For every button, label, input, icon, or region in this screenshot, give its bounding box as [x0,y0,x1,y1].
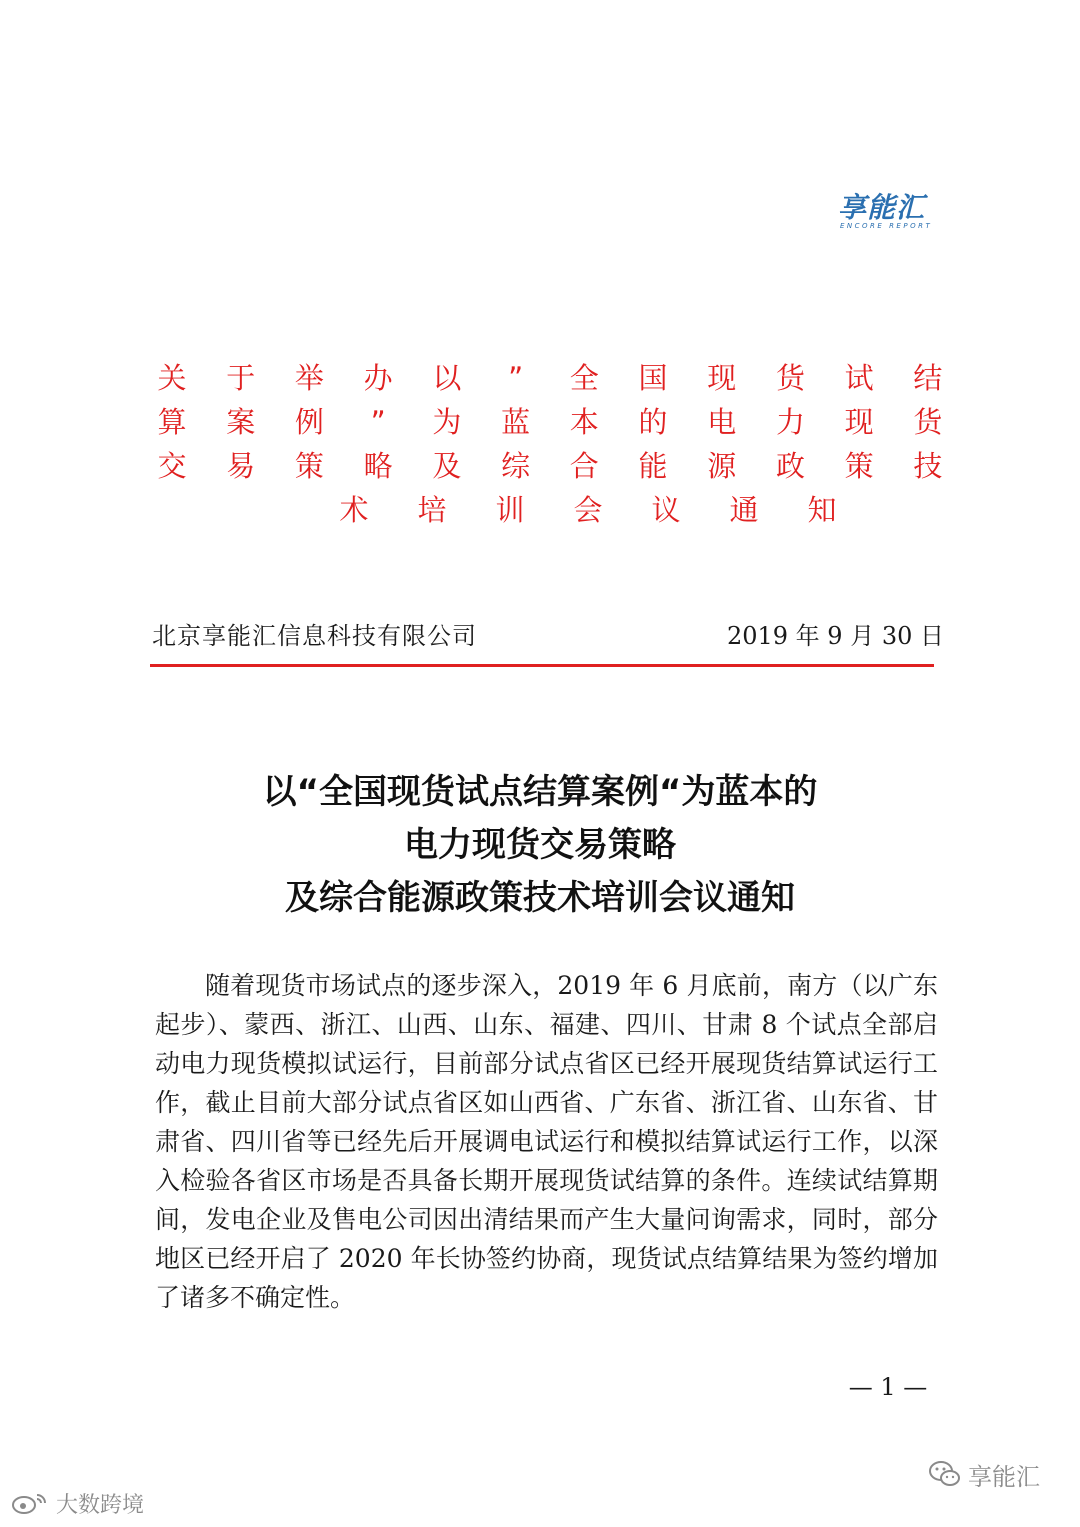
red-heading-line-3 [150,444,950,488]
red-heading-char: 电 [707,405,737,439]
red-heading-char: 政 [775,449,805,483]
red-heading-char: 会 [573,493,603,527]
weibo-icon [10,1491,50,1515]
red-heading-char: ” [508,361,524,395]
title-line-3: 及综合能源政策技术培训会议通知 [285,878,795,918]
red-heading-char: 现 [707,361,737,395]
red-heading-char: 现 [844,405,874,439]
red-heading-char: 略 [363,449,393,483]
red-heading-char: 为 [432,405,462,439]
red-heading-char: 议 [651,493,681,527]
red-heading-char: 策 [294,449,324,483]
red-heading-char: 关 [157,361,187,395]
red-heading-char: 训 [495,493,525,527]
red-heading-char: 及 [432,449,462,483]
red-heading-char: 交 [157,449,187,483]
wechat-icon [928,1459,962,1489]
red-heading-char: 本 [569,405,599,439]
red-heading-line-4 [150,488,950,532]
red-heading-char: 力 [775,405,805,439]
watermark-left-text: 大数跨境 [56,1492,145,1518]
red-heading-char: 蓝 [501,405,531,439]
logo-tagline: ENCORE REPORT [840,222,933,230]
watermark-right [928,1457,1040,1491]
red-heading-char: 案 [226,405,256,439]
red-heading-char: 的 [638,405,668,439]
red-heading-line-1 [150,356,950,400]
red-heading-char: 能 [638,449,668,483]
document-title [140,766,940,925]
red-heading-char: 合 [569,449,599,483]
red-heading-char: 国 [638,361,668,395]
document-body [155,966,938,1317]
watermark-right-text: 享能汇 [968,1462,1040,1491]
red-heading-char: 货 [775,361,805,395]
red-heading-char: ” [370,405,386,439]
page-number: — 1 — [848,1373,928,1401]
red-heading-line-2 [150,400,950,444]
red-heading-char: 算 [157,405,187,439]
red-heading-char: 以 [432,361,462,395]
red-heading-char: 通 [729,493,759,527]
title-line-2: 电力现货交易策略 [404,825,676,865]
red-heading-char: 试 [844,361,874,395]
red-heading-char: 办 [363,361,393,395]
red-heading [150,356,950,532]
watermark-left [10,1488,144,1518]
body-paragraph: 随着现货市场试点的逐步深入，2019 年 6 月底前，南方（以广东起步）、蒙西、浙江、山西、山东、福建、四川、甘肃 8 个试点全部启动电力现货模拟试运行，目前部分试点省区已经开展现货结算试运行工作，截止目前大部分试点省区如山西省、广东省、浙江省、山东省、甘肃省、四川省等已经先后开展调电试运行和模拟结算试运行工作，以深入检验各省区市场是否具备长期开展现货试结算的条件。连续试结算期间，发电企业及售电公司因出清结果而产生大量问询需求，同时，部分地区已经开启了 2020 年长协签约协商，现货试点结算结果为签约增加了诸多不确定性。 [155,971,938,1312]
red-heading-char: 货 [913,405,943,439]
red-heading-char: 策 [844,449,874,483]
red-heading-char: 知 [807,493,837,527]
issue-date: 2019 年 9 月 30 日 [726,622,944,650]
red-divider [150,664,934,667]
red-heading-char: 术 [339,493,369,527]
company-logo [838,192,948,238]
red-heading-char: 易 [226,449,256,483]
red-heading-char: 例 [294,405,324,439]
red-heading-char: 于 [226,361,256,395]
red-heading-char: 培 [417,493,447,527]
logo-name: 享能汇 [838,191,926,224]
red-heading-char: 技 [913,449,943,483]
red-heading-char: 举 [294,361,324,395]
red-heading-char: 全 [569,361,599,395]
issuer-line [152,616,944,656]
red-heading-char: 结 [913,361,943,395]
red-heading-char: 源 [707,449,737,483]
red-heading-char: 综 [501,449,531,483]
issuer-organization: 北京享能汇信息科技有限公司 [152,622,477,650]
title-line-1: 以“全国现货试点结算案例“为蓝本的 [262,772,818,812]
